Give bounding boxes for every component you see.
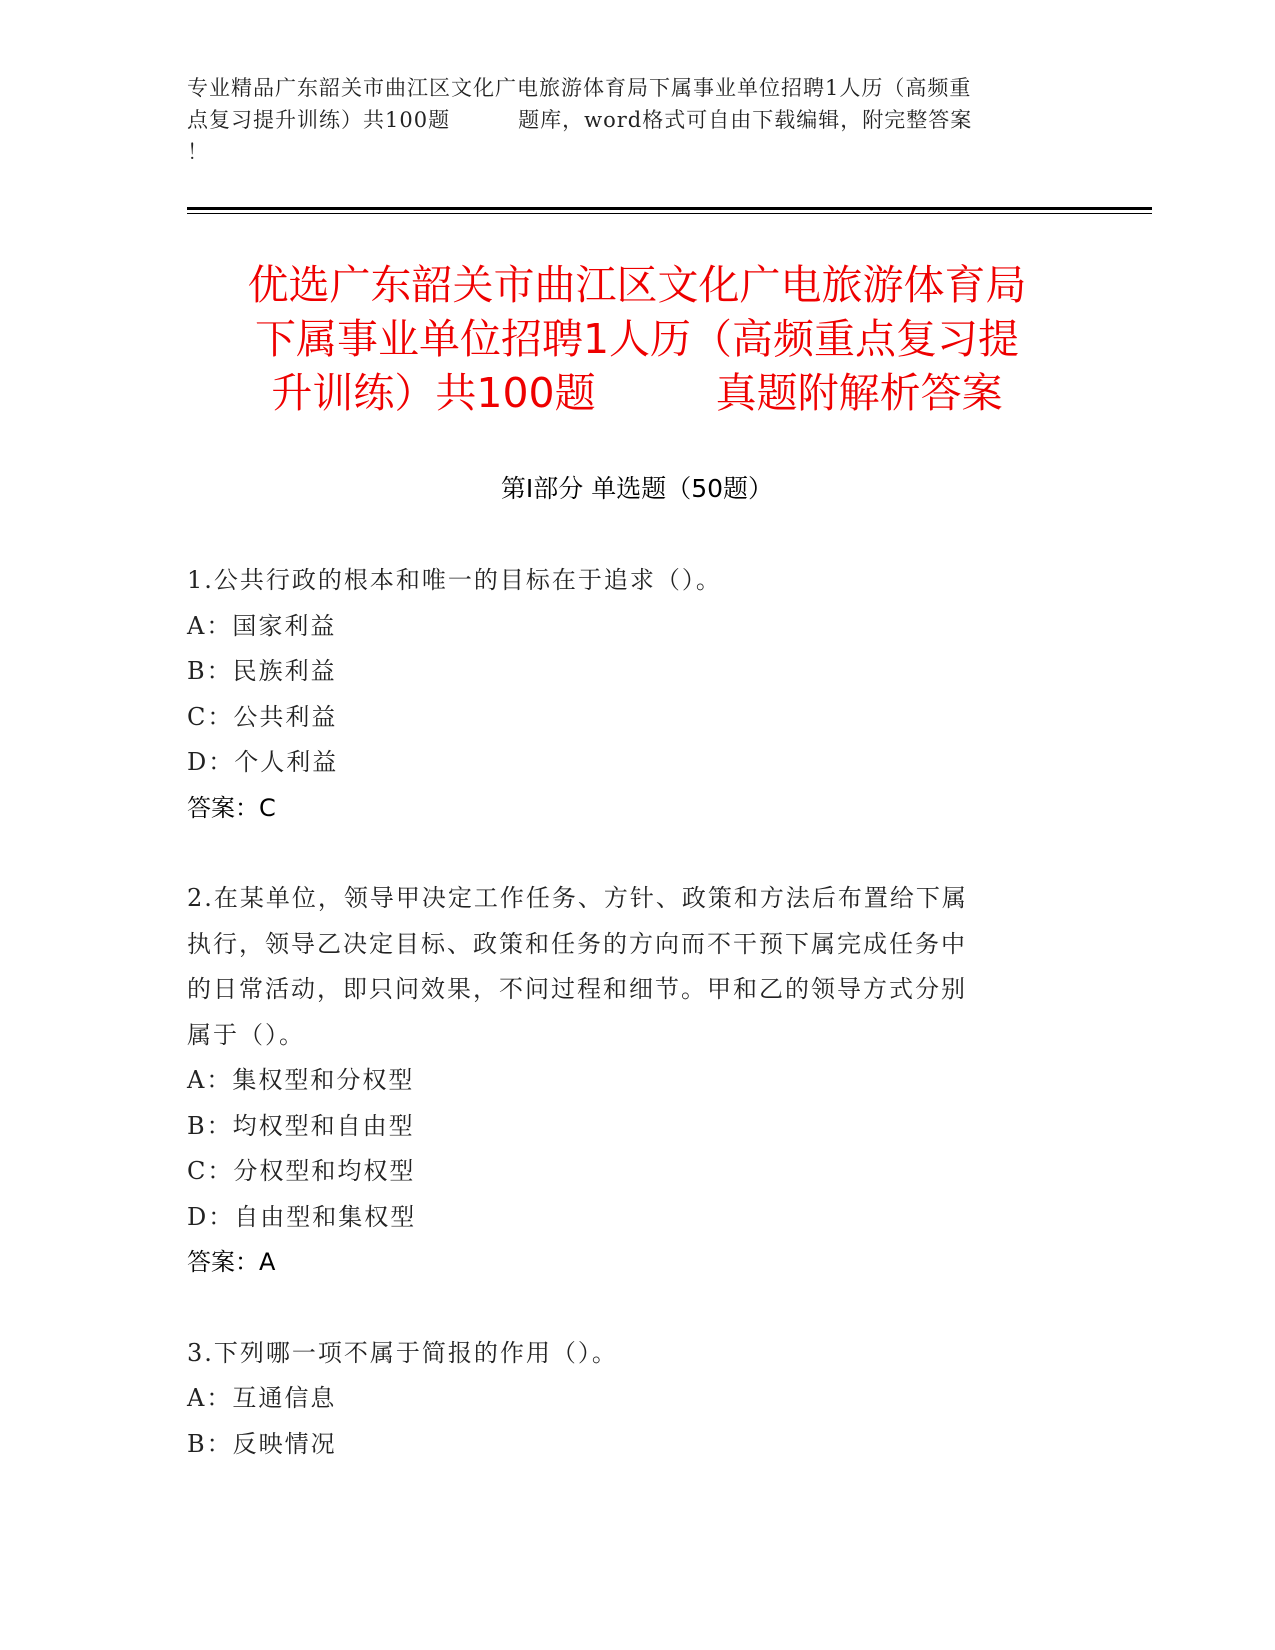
option-c: C：分权型和均权型	[187, 1157, 416, 1185]
header-rule-thin	[187, 213, 1152, 214]
option-a: A：集权型和分权型	[187, 1066, 415, 1094]
option-d: D：自由型和集权型	[187, 1202, 417, 1231]
question-stem-line-3: 的日常活动，即只问效果，不问过程和细节。甲和乙的领导方式分别	[187, 975, 967, 1003]
question-3	[187, 1331, 1067, 1468]
question-stem: 3.下列哪一项不属于简报的作用（）。	[187, 1338, 618, 1367]
question-stem-line-1: 2.在某单位，领导甲决定工作任务、方针、政策和方法后布置给下属	[187, 884, 968, 912]
option-a: A：国家利益	[187, 611, 337, 640]
document-title-line-3-left: 升训练）共100题	[271, 369, 596, 417]
question-1	[187, 558, 1067, 831]
header-note-line-2-left: 点复习提升训练）共100题	[187, 108, 451, 132]
question-stem-line-2: 执行，领导乙决定目标、政策和任务的方向而不干预下属完成任务中	[187, 929, 967, 958]
option-c: C：公共利益	[187, 702, 338, 731]
answer: 答案：A	[187, 1248, 276, 1276]
document-title-line-1: 优选广东韶关市曲江区文化广电旅游体育局	[247, 261, 1027, 309]
option-b: B：均权型和自由型	[187, 1111, 415, 1140]
answer: 答案：C	[187, 793, 276, 822]
header-note-line-3: ！	[187, 140, 209, 164]
option-b: B：反映情况	[187, 1429, 337, 1458]
document-title-line-3	[187, 366, 1087, 420]
option-b: B：民族利益	[187, 657, 337, 685]
document-title-line-3-right: 真题附解析答案	[715, 369, 1003, 417]
option-d: D：个人利益	[187, 748, 339, 776]
document-title-line-2: 下属事业单位招聘1人历（高频重点复习提	[254, 315, 1020, 363]
header-note	[187, 72, 1087, 168]
header-note-line-2-right: 题库，word格式可自由下载编辑，附完整答案	[518, 108, 973, 132]
document-title	[187, 258, 1087, 420]
header-note-line-1: 专业精品广东韶关市曲江区文化广电旅游体育局下属事业单位招聘1人历（高频重	[187, 76, 972, 100]
question-2	[187, 876, 1067, 1286]
section-title: 第Ⅰ部分 单选题（50题）	[500, 474, 774, 503]
header-note-line-2	[187, 104, 1087, 136]
question-stem-line-4: 属于（）。	[187, 1020, 305, 1049]
question-list	[187, 558, 1067, 1512]
question-stem: 1.公共行政的根本和唯一的目标在于追求（）。	[187, 566, 722, 594]
header-rule-thick	[187, 207, 1152, 210]
option-a: A：互通信息	[187, 1384, 337, 1412]
